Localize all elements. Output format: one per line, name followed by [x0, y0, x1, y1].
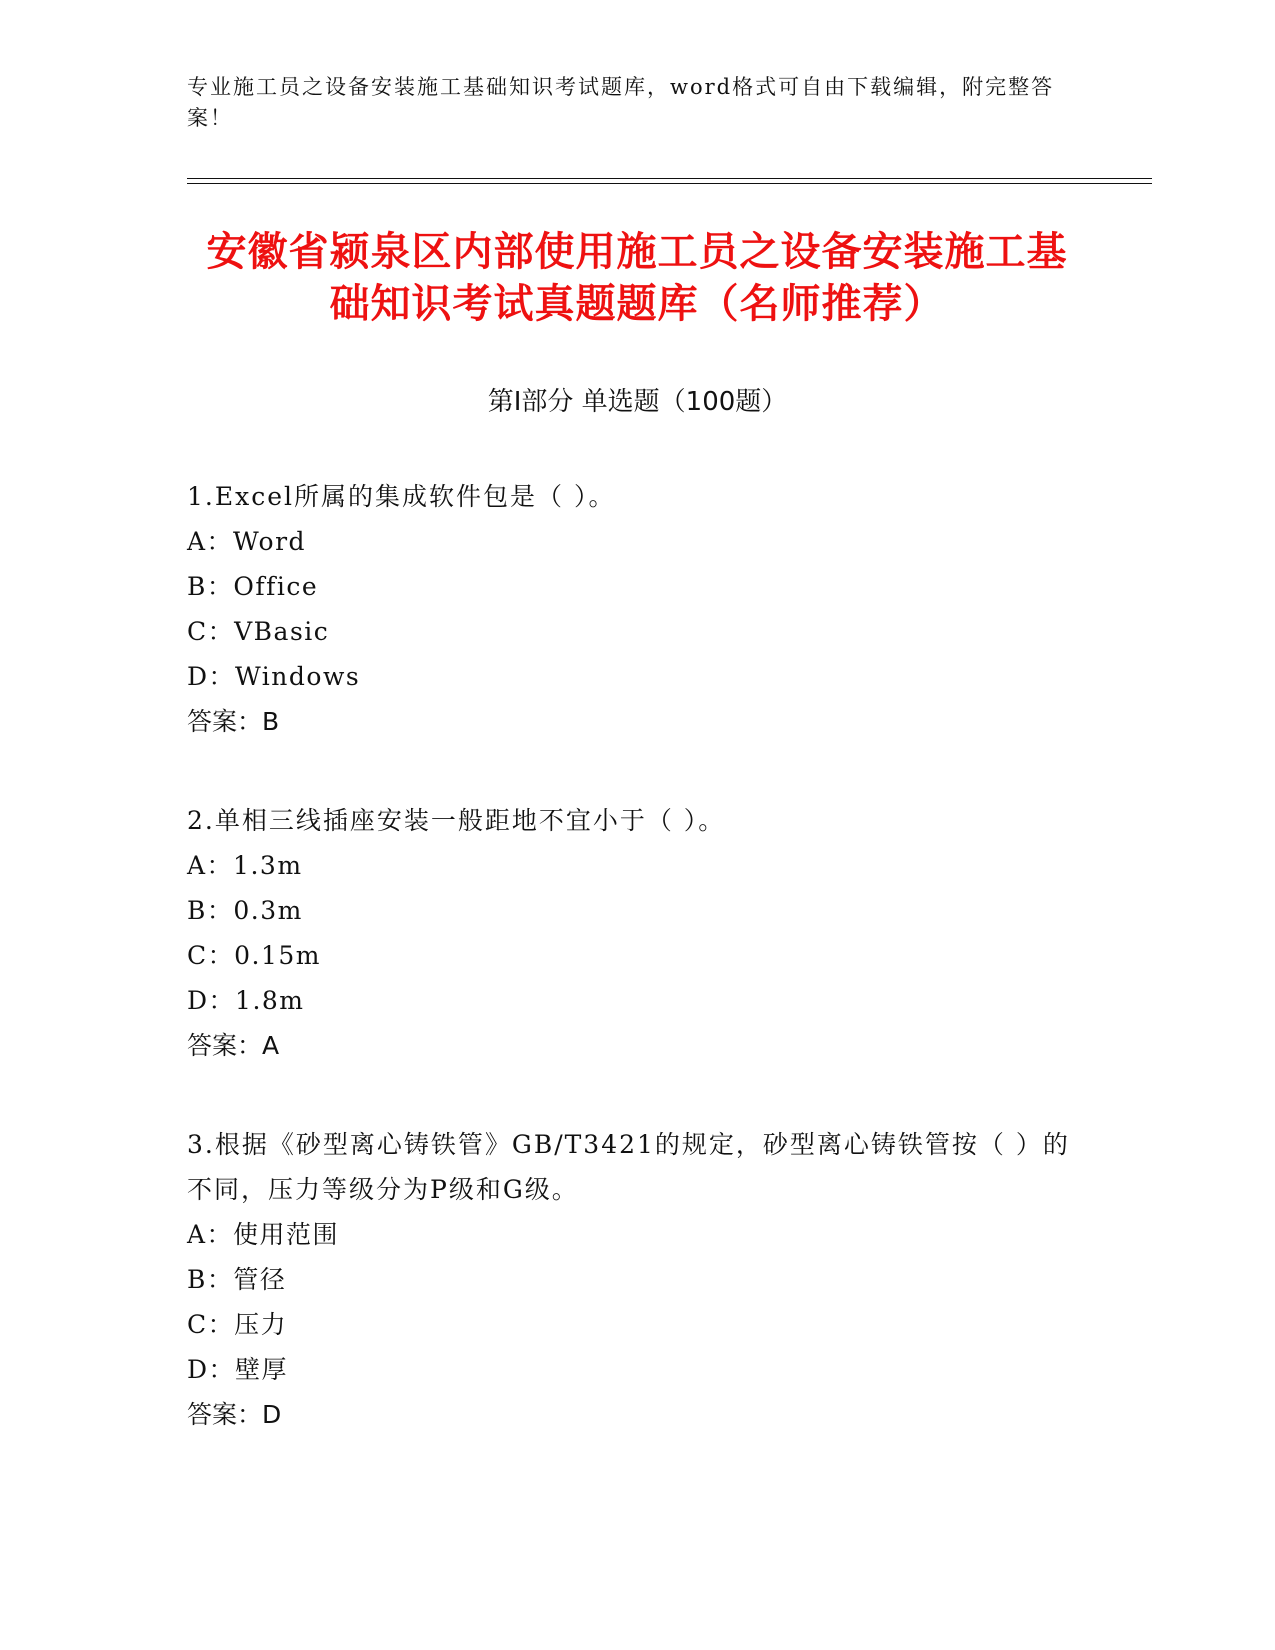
option-a: A：1.3m: [187, 851, 303, 880]
header-rule-bottom: [187, 183, 1152, 184]
option-c: C：VBasic: [187, 617, 330, 646]
question-list: [187, 474, 1087, 1491]
option-d: D：1.8m: [187, 986, 305, 1015]
question-2: [187, 798, 1087, 1068]
question-stem: 2.单相三线插座安装一般距地不宜小于（ ）。: [187, 806, 726, 835]
header-rule-top: [187, 178, 1152, 179]
question-stem: 3.根据《砂型离心铸铁管》GB/T3421的规定，砂型离心铸铁管按（ ）的不同，压力等级分为P级和G级。: [187, 1130, 1070, 1204]
option-c: C：压力: [187, 1310, 288, 1339]
option-d: D：Windows: [187, 662, 361, 691]
question-1: [187, 474, 1087, 744]
question-stem: 1.Excel所属的集成软件包是（ ）。: [187, 482, 616, 511]
option-b: B：Office: [187, 572, 319, 601]
answer-line: 答案：A: [187, 1031, 280, 1060]
option-a: A：使用范围: [187, 1220, 340, 1249]
answer-line: 答案：B: [187, 707, 280, 736]
option-b: B：管径: [187, 1265, 287, 1294]
option-d: D：壁厚: [187, 1355, 289, 1384]
option-b: B：0.3m: [187, 896, 303, 925]
option-a: A：Word: [187, 527, 307, 556]
option-c: C：0.15m: [187, 941, 321, 970]
section-title: 第I部分 单选题（100题）: [487, 387, 788, 417]
question-3: [187, 1122, 1087, 1437]
document-title: 安徽省颍泉区内部使用施工员之设备安装施工基础知识考试真题题库（名师推荐）: [206, 229, 1068, 327]
answer-line: 答案：D: [187, 1400, 282, 1429]
intro-text: 专业施工员之设备安装施工基础知识考试题库，word格式可自由下载编辑，附完整答案！: [187, 75, 1055, 130]
